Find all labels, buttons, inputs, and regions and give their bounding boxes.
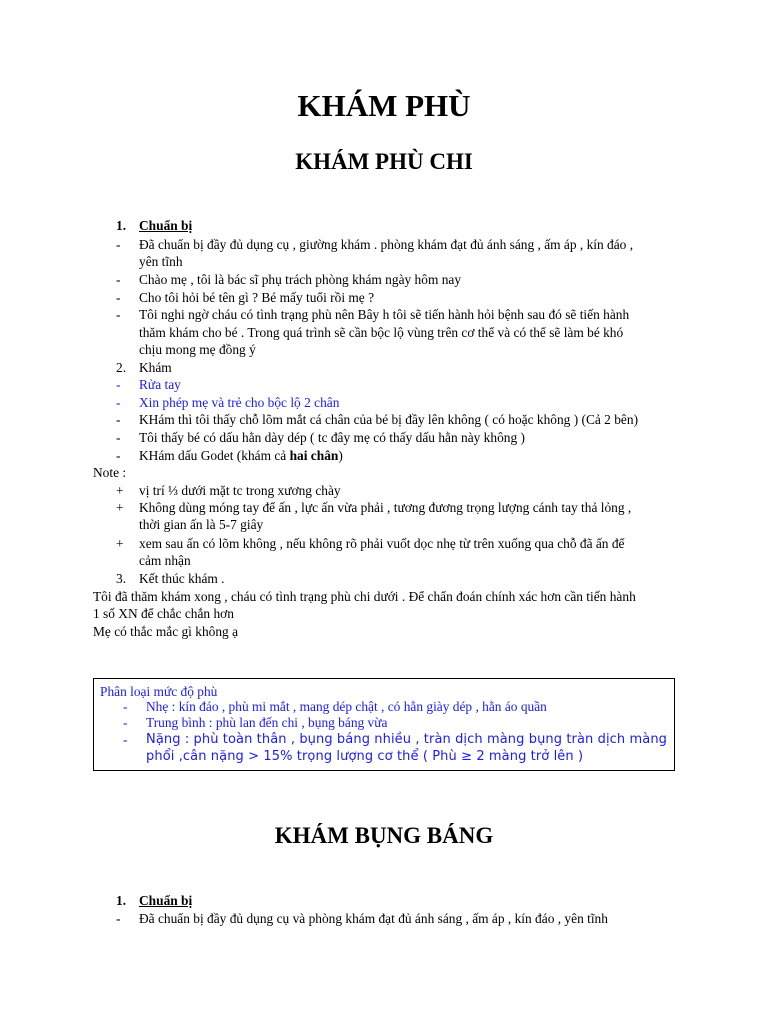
note-label: Note : (93, 465, 127, 480)
step-number: 1. (116, 893, 127, 908)
list-item-blue: Rửa tay (139, 377, 181, 392)
box-item: Nhẹ : kín đáo , phù mi mắt , mang dép chật , có hằn giày dép , hằn áo quần (146, 699, 547, 714)
godet-bold-text: hai chân (289, 448, 339, 463)
list-item: KHám thì tôi thấy chỗ lõm mắt cá chân của bé bị đầy lên không ( có hoặc không ) (Cả 2 bên) (139, 412, 639, 427)
dash-marker: - (116, 272, 121, 287)
list-item: Tôi thấy bé có dấu hằn dày dép ( tc đây mẹ có thấy dấu hằn này không ) (139, 430, 525, 445)
step-heading-chuan-bi: Chuẩn bị (139, 218, 193, 233)
dash-marker: - (116, 448, 121, 463)
page-title: KHÁM PHÙ (297, 88, 471, 123)
plus-marker: + (116, 483, 124, 498)
plus-marker: + (116, 500, 124, 515)
note-item: xem sau ấn có lõm không , nếu không rõ phải vuốt dọc nhẹ từ trên xuống qua chỗ đã ấn để (139, 536, 625, 551)
note-item-continuation: thời gian ấn là 5-7 giây (139, 517, 264, 532)
box-heading: Phân loại mức độ phù (100, 684, 218, 699)
closing-question: Mẹ có thắc mắc gì không ạ (93, 624, 239, 639)
dash-marker: - (116, 412, 121, 427)
closing-paragraph: Tôi đã thăm khám xong , cháu có tình trạng phù chi dưới . Để chẩn đoán chính xác hơn cần tiến hành (93, 589, 636, 604)
list-item: Tôi nghi ngờ cháu có tình trạng phù nên Bây h tôi sẽ tiến hành hỏi bệnh sau đó sẽ tiến hành (139, 307, 630, 322)
list-item-continuation: thăm khám cho bé . Trong quá trình sẽ cần bộc lộ vùng trên cơ thể và có thể sẽ làm bé khó (139, 325, 624, 340)
dash-marker: - (116, 911, 121, 926)
dash-marker: - (123, 732, 128, 747)
list-item-blue: Xin phép mẹ và trẻ cho bộc lộ 2 chân (139, 395, 340, 410)
list-item: Đã chuẩn bị đầy đủ dụng cụ và phòng khám đạt đủ ánh sáng , ấm áp , kín đáo , yên tĩnh (139, 911, 608, 926)
step-heading-chuan-bi: Chuẩn bị (139, 893, 193, 908)
list-item-continuation: yên tĩnh (139, 254, 183, 269)
box-item: Trung bình : phù lan đến chi , bụng báng vừa (146, 715, 388, 730)
note-item: vị trí ⅓ dưới mặt tc trong xương chày (139, 483, 341, 498)
dash-marker: - (116, 237, 121, 252)
dash-marker: - (116, 377, 121, 392)
dash-marker: - (123, 715, 128, 730)
section-title-bung-bang: KHÁM BỤNG BÁNG (274, 823, 494, 848)
list-item-godet (139, 447, 343, 464)
note-item: Không dùng móng tay để ấn , lực ấn vừa phải , tương đương trọng lượng cánh tay thả lỏng , (139, 500, 632, 515)
dash-marker: - (116, 430, 121, 445)
godet-close: ) (338, 448, 343, 463)
closing-paragraph-continuation: 1 số XN để chắc chắn hơn (93, 606, 234, 621)
plus-marker: + (116, 536, 124, 551)
step-number: 2. (116, 360, 127, 375)
note-item-continuation: cảm nhận (139, 553, 191, 568)
box-item: Nặng : phù toàn thân , bụng báng nhiều , tràn dịch màng bụng tràn dịch màng (146, 732, 668, 747)
list-item-continuation: chịu mong mẹ đồng ý (139, 342, 256, 357)
dash-marker: - (116, 307, 121, 322)
godet-text: KHám dấu Godet (khám cả (139, 448, 290, 463)
page-subtitle: KHÁM PHÙ CHI (295, 149, 473, 174)
list-item: Cho tôi hỏi bé tên gì ? Bé mấy tuổi rồi mẹ ? (139, 290, 375, 305)
step-number: 3. (116, 571, 127, 586)
dash-marker: - (123, 699, 128, 714)
step-heading-ket-thuc: Kết thúc khám . (139, 571, 225, 586)
dash-marker: - (116, 395, 121, 410)
box-item-continuation: phổi ,cân nặng > 15% trọng lượng cơ thể ( Phù ≥ 2 màng trở lên ) (146, 749, 584, 764)
list-item: Chào mẹ , tôi là bác sĩ phụ trách phòng khám ngày hôm nay (139, 272, 462, 287)
step-heading-kham: Khám (139, 360, 172, 375)
list-item: Đã chuẩn bị đầy đủ dụng cụ , giường khám . phòng khám đạt đủ ánh sáng , ấm áp , kín đáo , (139, 237, 634, 252)
dash-marker: - (116, 290, 121, 305)
step-number: 1. (116, 218, 127, 233)
